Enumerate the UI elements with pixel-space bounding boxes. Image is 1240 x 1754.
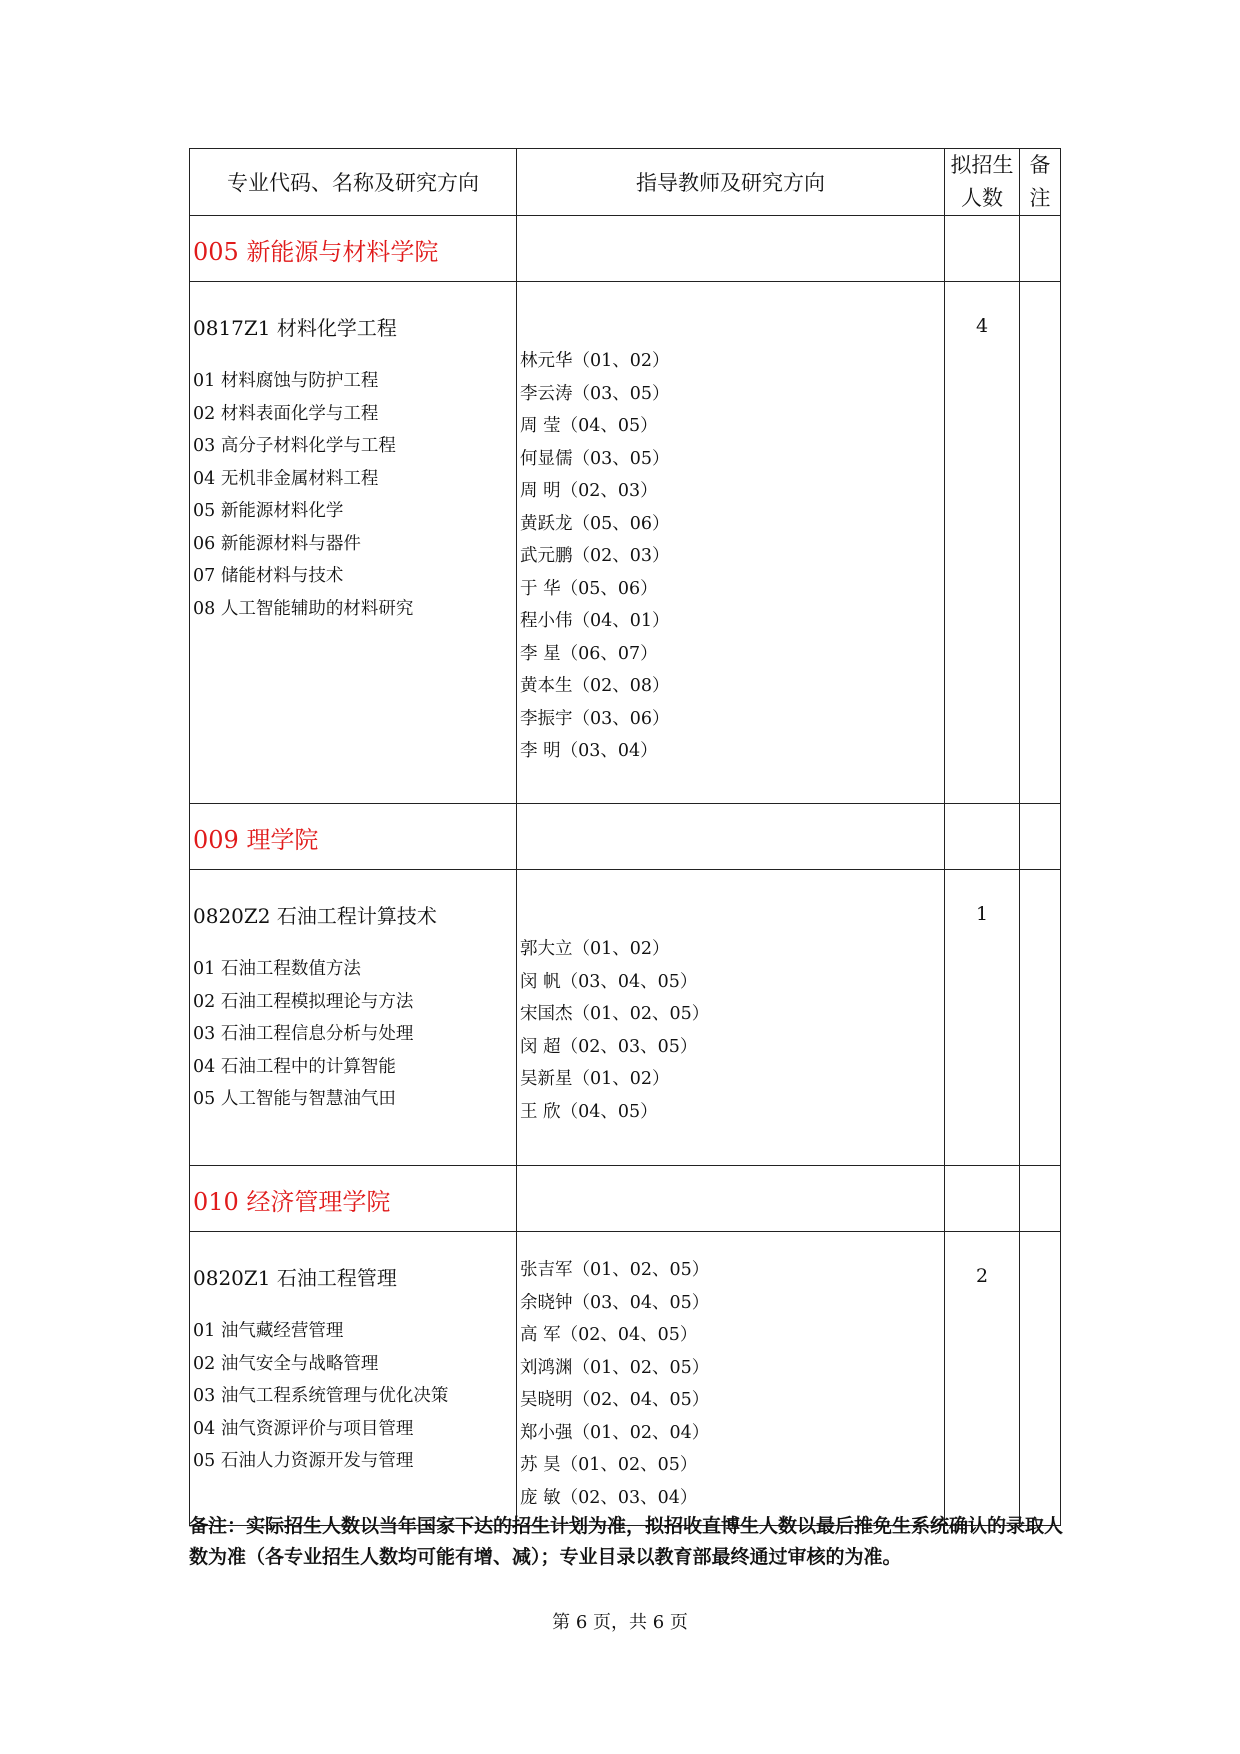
major-title: 0820Z1 石油工程管理 <box>193 1266 397 1290</box>
direction-item: 05 新能源材料化学 <box>193 501 344 521</box>
teacher-list <box>517 1254 944 1514</box>
direction-item: 04 石油工程中的计算智能 <box>193 1056 396 1077</box>
teacher-item: 周 莹（04、05） <box>520 416 658 436</box>
direction-item: 07 储能材料与技术 <box>193 566 344 586</box>
page-number: 第 6 页，共 6 页 <box>552 1612 688 1633</box>
teacher-item: 郑小强（01、02、04） <box>520 1422 710 1443</box>
direction-item: 04 无机非金属材料工程 <box>193 468 379 489</box>
teacher-item: 郭大立（01、02） <box>520 939 670 959</box>
direction-list <box>190 365 516 625</box>
enroll-count: 2 <box>975 1265 989 1287</box>
direction-item: 03 油气工程系统管理与优化决策 <box>193 1386 449 1406</box>
direction-list <box>190 953 516 1116</box>
teacher-item: 苏 昊（01、02、05） <box>520 1455 698 1475</box>
teacher-item: 周 明（02、03） <box>520 481 658 501</box>
direction-list <box>190 1315 516 1478</box>
college-row <box>190 216 1061 282</box>
direction-item: 01 油气藏经营管理 <box>193 1321 344 1341</box>
teacher-item: 黄跃龙（05、06） <box>520 513 670 534</box>
teacher-item: 吴晓明（02、04、05） <box>520 1390 710 1410</box>
header-major: 专业代码、名称及研究方向 <box>190 149 517 216</box>
enroll-count: 4 <box>975 315 989 337</box>
college-title: 005 新能源与材料学院 <box>193 238 439 266</box>
teacher-item: 何显儒（03、05） <box>520 448 670 469</box>
teacher-item: 闵 超（02、03、05） <box>520 1036 698 1057</box>
direction-item: 02 油气安全与战略管理 <box>193 1353 379 1374</box>
teacher-item: 王 欣（04、05） <box>520 1101 658 1122</box>
direction-item: 02 材料表面化学与工程 <box>193 403 379 424</box>
college-title: 010 经济管理学院 <box>193 1188 391 1216</box>
footnote: 备注：实际招生人数以当年国家下达的招生计划为准，拟招收直博生人数以最后推免生系统确认的录取人数为准（各专业招生人数均可能有增、减）；专业目录以教育部最终通过审核的为准。 <box>189 1515 1064 1568</box>
direction-item: 03 高分子材料化学与工程 <box>193 436 396 456</box>
major-row <box>190 1232 1061 1526</box>
header-teacher: 指导教师及研究方向 <box>517 149 945 216</box>
teacher-item: 于 华（05、06） <box>520 578 658 599</box>
college-row <box>190 1166 1061 1232</box>
major-title: 0820Z2 石油工程计算技术 <box>193 904 437 928</box>
direction-item: 02 石油工程模拟理论与方法 <box>193 991 414 1012</box>
teacher-item: 程小伟（04、01） <box>520 611 670 631</box>
teacher-item: 李振宇（03、06） <box>520 708 670 729</box>
teacher-item: 黄本生（02、08） <box>520 676 670 696</box>
teacher-item: 庞 敏（02、03、04） <box>520 1487 698 1508</box>
direction-item: 06 新能源材料与器件 <box>193 533 361 554</box>
teacher-item: 林元华（01、02） <box>520 351 670 371</box>
direction-item: 08 人工智能辅助的材料研究 <box>193 598 414 619</box>
teacher-item: 刘鸿渊（01、02、05） <box>520 1357 710 1378</box>
direction-item: 03 石油工程信息分析与处理 <box>193 1024 414 1044</box>
major-row <box>190 282 1061 804</box>
college-row <box>190 804 1061 870</box>
teacher-item: 武元鹏（02、03） <box>520 546 670 566</box>
direction-item: 01 材料腐蚀与防护工程 <box>193 371 379 391</box>
direction-item: 05 人工智能与智慧油气田 <box>193 1089 396 1109</box>
major-title: 0817Z1 材料化学工程 <box>193 316 397 340</box>
teacher-item: 吴新星（01、02） <box>520 1069 670 1089</box>
college-title: 009 理学院 <box>193 826 319 854</box>
catalog-table <box>189 148 1061 1526</box>
teacher-item: 张吉军（01、02、05） <box>520 1260 710 1280</box>
teacher-item: 宋国杰（01、02、05） <box>520 1004 710 1024</box>
teacher-item: 余晓钟（03、04、05） <box>520 1292 710 1313</box>
major-row <box>190 870 1061 1166</box>
header-remark: 备注 <box>1020 149 1061 216</box>
teacher-item: 闵 帆（03、04、05） <box>520 971 698 992</box>
teacher-item: 李 明（03、04） <box>520 741 658 761</box>
teacher-item: 李云涛（03、05） <box>520 383 670 404</box>
enroll-count: 1 <box>975 903 989 925</box>
header-count: 拟招生人数 <box>945 149 1020 216</box>
teacher-list <box>517 345 944 768</box>
teacher-item: 高 军（02、04、05） <box>520 1325 698 1345</box>
direction-item: 05 石油人力资源开发与管理 <box>193 1451 414 1471</box>
direction-item: 04 油气资源评价与项目管理 <box>193 1418 414 1439</box>
direction-item: 01 石油工程数值方法 <box>193 959 361 979</box>
teacher-list <box>517 933 944 1128</box>
teacher-item: 李 星（06、07） <box>520 643 658 664</box>
table-header-row <box>190 149 1061 216</box>
